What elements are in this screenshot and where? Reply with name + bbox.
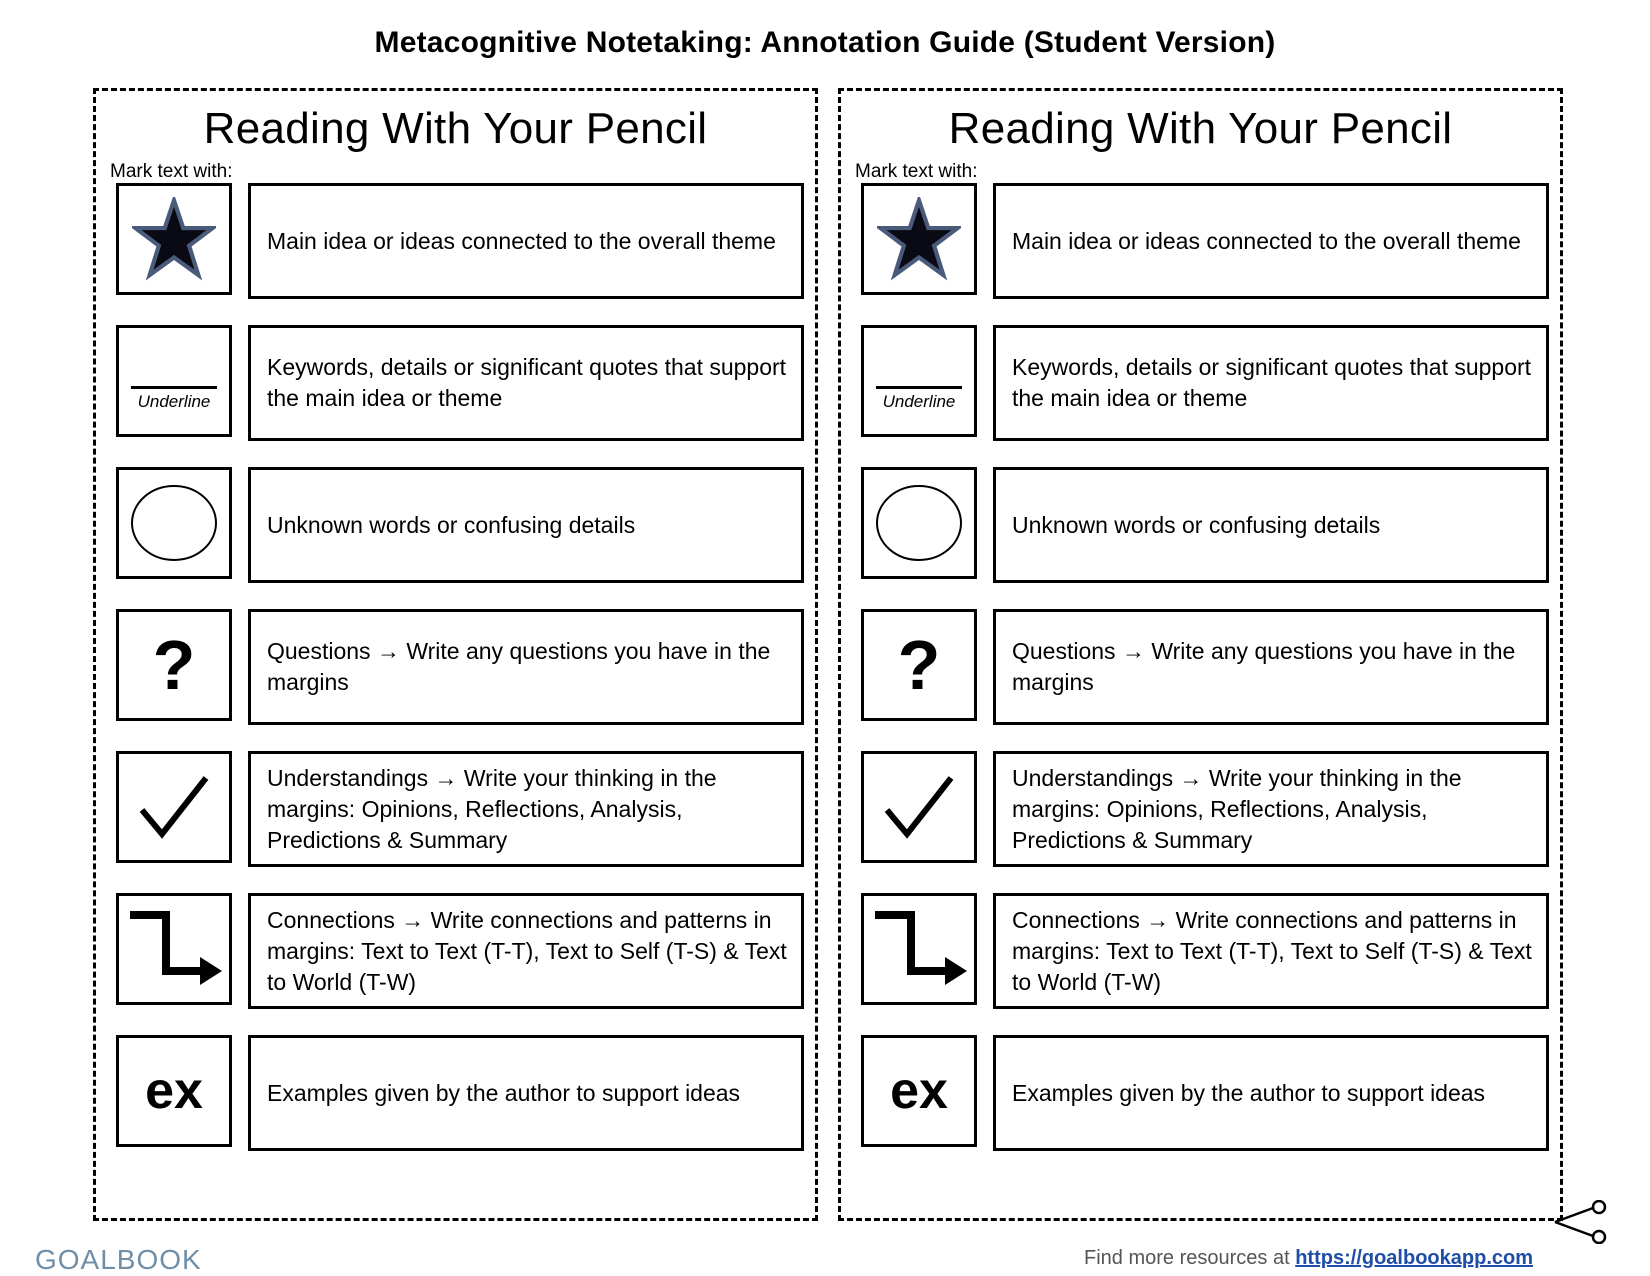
guide-row-description: Main idea or ideas connected to the overall theme bbox=[993, 183, 1549, 299]
guide-row-keywords bbox=[841, 325, 1560, 441]
star-icon bbox=[116, 183, 232, 295]
mark-text-label: Mark text with: bbox=[110, 161, 233, 182]
annotation-guide-card-left bbox=[93, 88, 818, 1221]
connection-arrow-icon bbox=[861, 893, 977, 1005]
guide-row-description: Keywords, details or significant quotes that support the main idea or theme bbox=[993, 325, 1549, 441]
goalbook-link[interactable]: https://goalbookapp.com bbox=[1295, 1247, 1533, 1269]
guide-row-description: Connections → Write connections and patterns in margins: Text to Text (T-T), Text to Self (T-S) & Text to World (T-W) bbox=[993, 893, 1549, 1009]
guide-row-connections bbox=[841, 893, 1560, 1009]
guide-row-examples bbox=[96, 1035, 815, 1151]
guide-row-main-idea bbox=[841, 183, 1560, 299]
star-icon bbox=[861, 183, 977, 295]
circle-icon bbox=[116, 467, 232, 579]
scissors-icon bbox=[1553, 1200, 1609, 1249]
underline-icon bbox=[861, 325, 977, 437]
mark-text-label: Mark text with: bbox=[855, 161, 978, 182]
card-heading: Reading With Your Pencil bbox=[203, 104, 708, 153]
underline-icon-label: Underline bbox=[882, 392, 956, 411]
guide-row-description: Main idea or ideas connected to the overall theme bbox=[248, 183, 804, 299]
circle-icon bbox=[861, 467, 977, 579]
guide-row-questions bbox=[841, 609, 1560, 725]
annotation-guide-card-right bbox=[838, 88, 1563, 1221]
connection-arrow-icon bbox=[116, 893, 232, 1005]
guide-row-description: Understandings → Write your thinking in the margins: Opinions, Reflections, Analysis, Predictions & Summary bbox=[248, 751, 804, 867]
guide-row-description: Questions → Write any questions you have in the margins bbox=[993, 609, 1549, 725]
guide-row-unknown-words bbox=[841, 467, 1560, 583]
question-mark-icon: ? bbox=[116, 609, 232, 721]
guide-row-description: Examples given by the author to support ideas bbox=[993, 1035, 1549, 1151]
guide-row-description: Examples given by the author to support ideas bbox=[248, 1035, 804, 1151]
ex-icon: ex bbox=[116, 1035, 232, 1147]
underline-icon bbox=[116, 325, 232, 437]
guide-row-description: Unknown words or confusing details bbox=[993, 467, 1549, 583]
goalbook-logo: GOALBOOK bbox=[35, 1244, 202, 1275]
question-mark-icon: ? bbox=[861, 609, 977, 721]
guide-row-connections bbox=[96, 893, 815, 1009]
guide-row-description: Understandings → Write your thinking in the margins: Opinions, Reflections, Analysis, Predictions & Summary bbox=[993, 751, 1549, 867]
guide-row-description: Unknown words or confusing details bbox=[248, 467, 804, 583]
guide-row-main-idea bbox=[96, 183, 815, 299]
footer-text: Find more resources at bbox=[1084, 1247, 1290, 1269]
page-title: Metacognitive Notetaking: Annotation Guide (Student Version) bbox=[374, 26, 1276, 59]
guide-row-understandings bbox=[841, 751, 1560, 867]
guide-row-unknown-words bbox=[96, 467, 815, 583]
card-heading: Reading With Your Pencil bbox=[948, 104, 1453, 153]
guide-row-description: Keywords, details or significant quotes that support the main idea or theme bbox=[248, 325, 804, 441]
guide-row-keywords bbox=[96, 325, 815, 441]
guide-row-questions bbox=[96, 609, 815, 725]
guide-row-description: Questions → Write any questions you have in the margins bbox=[248, 609, 804, 725]
guide-row-understandings bbox=[96, 751, 815, 867]
checkmark-icon bbox=[116, 751, 232, 863]
guide-row-examples bbox=[841, 1035, 1560, 1151]
underline-icon-label: Underline bbox=[137, 392, 211, 411]
guide-row-description: Connections → Write connections and patterns in margins: Text to Text (T-T), Text to Self (T-S) & Text to World (T-W) bbox=[248, 893, 804, 1009]
ex-icon: ex bbox=[861, 1035, 977, 1147]
footer bbox=[1084, 1247, 1533, 1270]
checkmark-icon bbox=[861, 751, 977, 863]
